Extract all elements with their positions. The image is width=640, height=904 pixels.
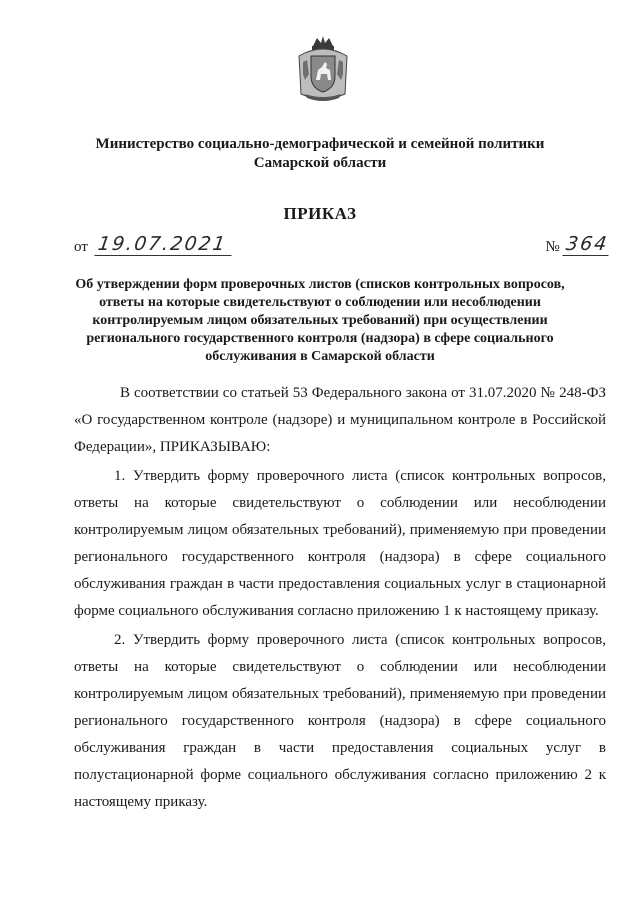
order-date: [74, 233, 233, 261]
order-title: ПРИКАЗ: [283, 204, 357, 223]
preamble-paragraph: В соответствии со статьей 53 Федерального закона от 31.07.2020 № 248-ФЗ «О государственном контроле (надзоре) и муниципальном контроле в Российской Федерации», ПРИКАЗЫВАЮ:: [74, 385, 606, 455]
order-body: [74, 380, 606, 818]
date-handwritten: 19.07.2021: [94, 233, 234, 256]
number-prefix: №: [545, 239, 560, 255]
date-prefix: от: [74, 239, 88, 255]
order-item: 1. Утвердить форму проверочного листа (список контрольных вопросов, ответы на которые свидетельствуют о соблюдении или несоблюдении контролируемым лицом обязательных требований), применяемую при проведении регионального государственного контроля (надзора) в сфере социального обслуживания граждан в части предоставления социальных услуг в стационарной форме социального обслуживания согласно приложению 1 к настоящему приказу.: [74, 468, 606, 619]
order-subject: Об утверждении форм проверочных листов (списков контрольных вопросов, ответы на которые свидетельствуют о соблюдении или несоблюдении контролируемым лицом обязательных требований) при осуществлении регионального государственного контроля (надзора) в сфере социального обслуживания в Самарской области: [75, 277, 565, 364]
order-number: [545, 233, 610, 261]
ministry-name: Министерство социально-демографической и семейной политики Самарской области: [95, 136, 545, 171]
number-handwritten: 364: [562, 233, 611, 256]
coat-of-arms-icon: [295, 34, 351, 104]
order-item: 2. Утвердить форму проверочного листа (список контрольных вопросов, ответы на которые свидетельствуют о соблюдении или несоблюдении контролируемым лицом обязательных требований), применяемую при проведении регионального государственного контроля (надзора) в сфере социального обслуживания граждан в части предоставления социальных услуг в полустационарной форме социального обслуживания согласно приложению 2 к настоящему приказу.: [74, 632, 606, 810]
